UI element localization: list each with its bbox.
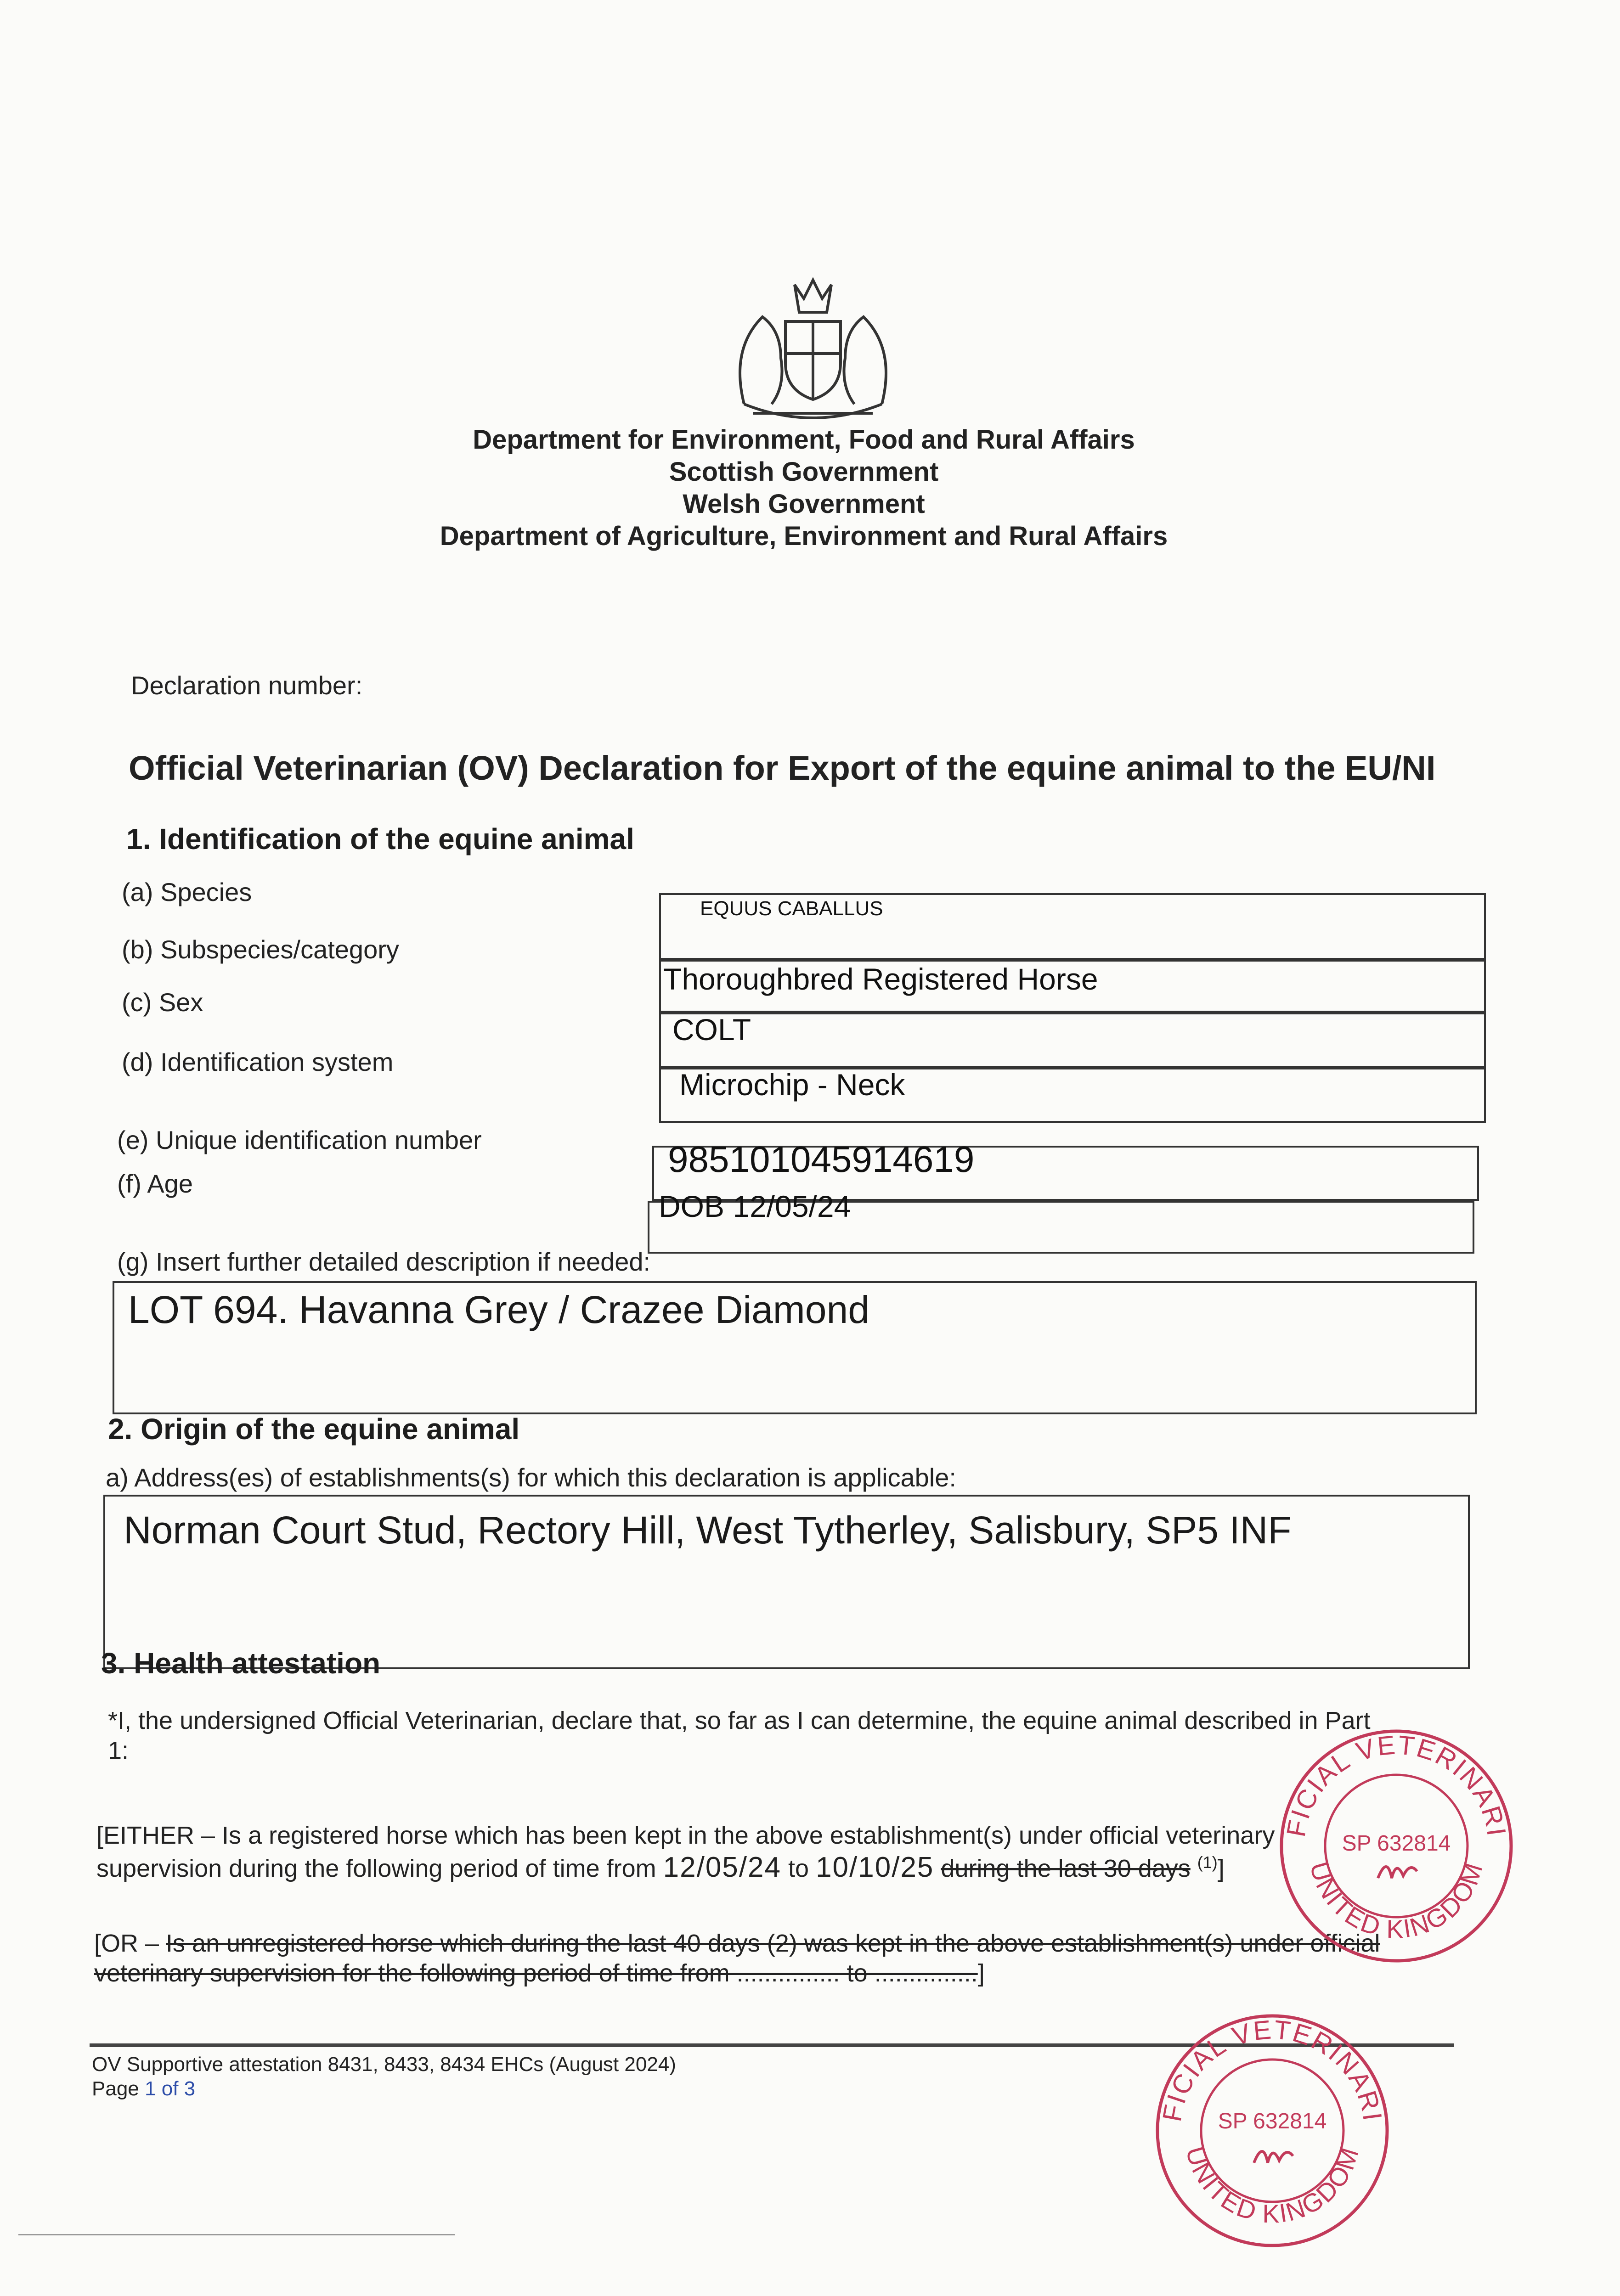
svg-text:UNITED KINGDOM: UNITED KINGDOM	[1304, 1858, 1489, 1944]
svg-text:OFFICIAL VETERINARIAN: FICIAL VETERINARI	[1157, 2015, 1388, 2124]
or-close-bracket: ]	[977, 1959, 985, 1987]
either-period-text: supervision during the following period of time from	[96, 1854, 656, 1882]
header-dept-daera: Department of Agriculture, Environment and Rural Affairs	[440, 521, 1168, 551]
page-total: 3	[184, 2077, 196, 2100]
either-line-1: [EITHER – Is a registered horse which has been kept in the above establishment(s) under official veterinary	[96, 1822, 1275, 1849]
either-close-bracket: ]	[1217, 1854, 1225, 1882]
footnote-1: (1)	[1197, 1852, 1218, 1872]
address-value: Norman Court Stud, Rectory Hill, West Tytherley, Salisbury, SP5 INF	[124, 1508, 1292, 1552]
age-field	[648, 1189, 1474, 1254]
page-word: Page	[92, 2077, 139, 2100]
header-dept-defra: Department for Environment, Food and Rural Affairs	[473, 425, 1135, 455]
section-2-heading: 2. Origin of the equine animal	[108, 1412, 520, 1446]
footer-attestation-text: OV Supportive attestation 8431, 8433, 8434 EHCs (August 2024)	[92, 2053, 676, 2076]
uid-label: (e) Unique identification number	[117, 1125, 482, 1154]
subspecies-field	[659, 960, 1486, 1013]
page-number: 1	[145, 2077, 156, 2100]
or-struck-line-2: veterinary supervision for the following period of time from ............... to ...............	[94, 1959, 978, 1987]
svg-text:UNITED KINGDOM: UNITED KINGDOM	[1180, 2143, 1365, 2228]
sex-field	[659, 1013, 1486, 1068]
health-intro-line-2: 1:	[108, 1736, 129, 1764]
period-date-from: 12/05/24	[663, 1851, 781, 1883]
or-struck-line-1: Is an unregistered horse which during the last 40 days (2) was kept in the above establishment(s) under official	[166, 1930, 1380, 1957]
svg-text:OFFICIAL VETERINARIAN: FICIAL VETERINARI	[1281, 1730, 1512, 1840]
scan-edge-line	[18, 2234, 455, 2235]
sex-label: (c) Sex	[122, 988, 203, 1017]
sex-value: COLT	[672, 1013, 751, 1047]
or-prefix: [OR –	[94, 1930, 166, 1957]
official-vet-stamp-lower	[1153, 2011, 1392, 2250]
species-value: EQUUS CABALLUS	[700, 897, 883, 920]
page-of-word: of	[161, 2077, 179, 2100]
subspecies-value: Thoroughbred Registered Horse	[663, 962, 1098, 996]
either-struck-text: during the last 30 days	[941, 1854, 1191, 1882]
section-3-heading: 3. Health attestation	[101, 1647, 381, 1680]
section-1-heading: 1. Identification of the equine animal	[126, 822, 634, 855]
period-date-to: 10/10/25	[816, 1851, 934, 1883]
official-vet-stamp-upper	[1277, 1727, 1516, 1965]
subspecies-label: (b) Subspecies/category	[122, 935, 399, 964]
header-dept-scottish-gov: Scottish Government	[669, 457, 939, 487]
footer	[92, 2053, 676, 2101]
declaration-number-label: Declaration number:	[131, 671, 363, 700]
species-label: (a) Species	[122, 878, 252, 906]
svg-text:SP 632814: SP 632814	[1218, 2109, 1327, 2133]
id-system-label: (d) Identification system	[122, 1047, 394, 1076]
further-description-field	[113, 1281, 1477, 1414]
svg-text:SP 632814: SP 632814	[1342, 1831, 1451, 1856]
further-description-label: (g) Insert further detailed description if needed:	[117, 1247, 651, 1276]
species-field	[659, 893, 1486, 960]
period-to-word: to	[788, 1854, 809, 1882]
footer-page-indicator	[92, 2077, 676, 2101]
document-title: Official Veterinarian (OV) Declaration for Export of the equine animal to the EU/NI	[129, 749, 1436, 787]
id-system-field	[659, 1068, 1486, 1123]
uid-value: 985101045914619	[668, 1139, 975, 1180]
age-value: DOB 12/05/24	[659, 1189, 851, 1223]
header-dept-welsh-gov: Welsh Government	[683, 489, 925, 519]
address-field	[103, 1495, 1470, 1669]
health-intro-line-1: *I, the undersigned Official Veterinarian, declare that, so far as I can determine, the equine animal described in Part	[108, 1707, 1371, 1734]
age-label: (f) Age	[117, 1169, 193, 1198]
id-system-value: Microchip - Neck	[679, 1068, 905, 1102]
further-description-value: LOT 694. Havanna Grey / Crazee Diamond	[128, 1288, 869, 1331]
royal-crest-emblem	[717, 266, 909, 422]
address-label: a) Address(es) of establishments(s) for which this declaration is applicable:	[106, 1463, 956, 1492]
